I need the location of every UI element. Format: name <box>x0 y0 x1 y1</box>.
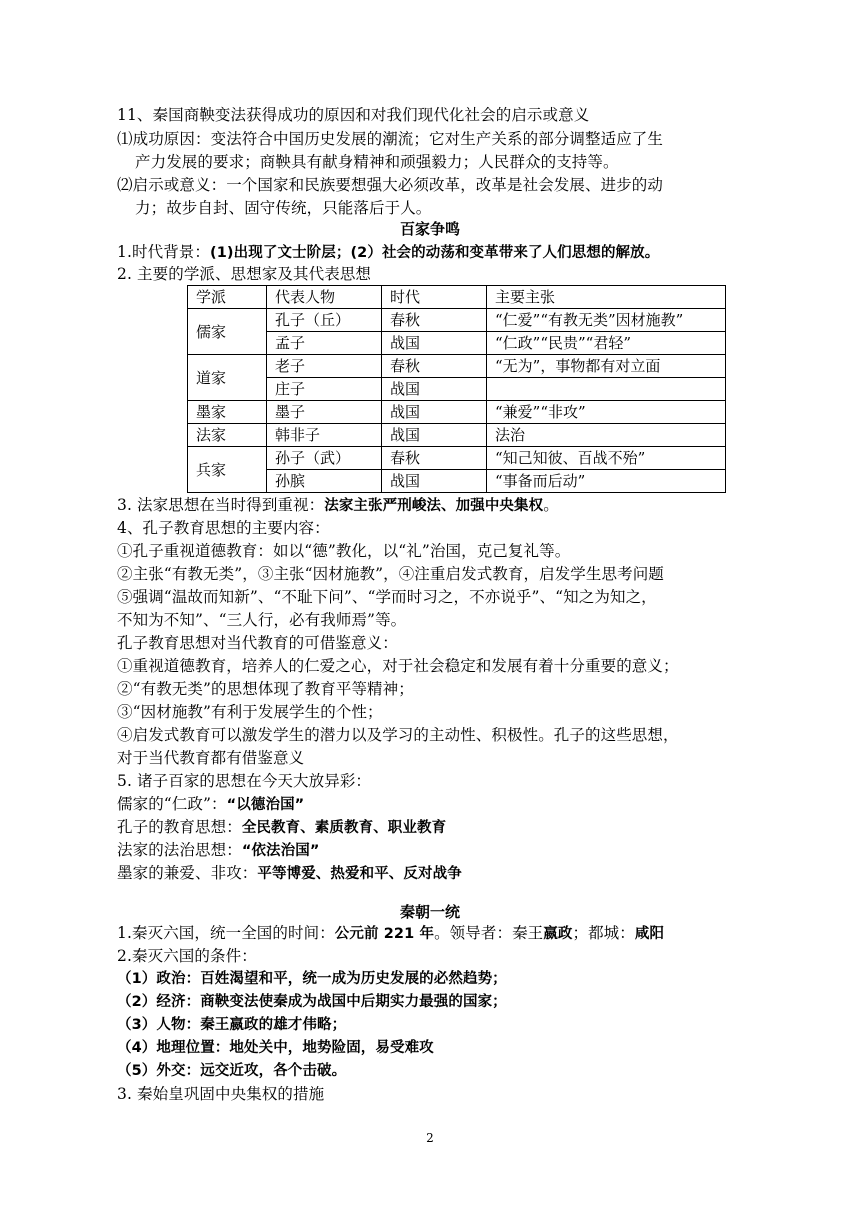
table-row <box>188 424 726 447</box>
condition-item: （2）经济：商鞅变法使秦成为战国中后期实力最强的国家； <box>117 994 507 1010</box>
unification-date: 公元前 221 年 <box>334 926 435 942</box>
table-header-row <box>188 286 726 309</box>
table-cell: “知己知彼、百战不殆” <box>487 447 726 470</box>
text-line: ③“因材施教”有利于发展学生的个性； <box>117 703 383 721</box>
unification-text: 1.秦灭六国，统一全国的时间： <box>117 924 335 942</box>
table-cell <box>487 378 726 401</box>
table-cell: 老子 <box>267 355 382 378</box>
table-row <box>188 378 726 401</box>
text-line: 5. 诸子百家的思想在今天大放异彩： <box>117 772 372 790</box>
modern-bold: “以德治国” <box>226 797 305 813</box>
table-cell: “仁政”“民贵”“君轻” <box>487 332 726 355</box>
table-cell-school: 墨家 <box>188 401 267 424</box>
condition-item: （4）地理位置：地处关中，地势险固，易受难攻 <box>117 1040 434 1056</box>
text-line: 2.秦灭六国的条件： <box>117 947 257 965</box>
table-cell: 战国 <box>382 332 487 355</box>
modern-line <box>117 862 462 885</box>
table-row <box>188 470 726 493</box>
condition-item: （3）人物：秦王嬴政的雄才伟略； <box>117 1017 347 1033</box>
table-cell: “仁爱”“有教无类”因材施教” <box>487 309 726 332</box>
text-line: ②主张“有教无类”，③主张“因材施教”，④注重启发式教育，启发学生思考问题 <box>117 565 664 583</box>
background-line <box>117 241 659 264</box>
schools-table <box>187 285 726 493</box>
text-line: 力；故步自封、固守传统，只能落后于人。 <box>135 199 432 217</box>
table-cell: 春秋 <box>382 309 487 332</box>
text-line: ⑤强调“温故而知新”、“不耻下问”、“学而时习之，不亦说乎”、“知之为知之， <box>117 588 657 606</box>
background-bold: (1)出现了文士阶层；(2）社会的动荡和变革带来了人们思想的解放。 <box>210 245 660 261</box>
text-line: ①孔子重视道德教育：如以“德”教化，以“礼”治国，克己复礼等。 <box>117 542 571 560</box>
table-cell: 战国 <box>382 378 487 401</box>
modern-prefix: 儒家的“仁政”： <box>117 795 227 813</box>
table-cell: 孙子（武） <box>267 447 382 470</box>
table-row <box>188 309 726 332</box>
modern-prefix: 墨家的兼爱、非攻： <box>117 864 258 882</box>
unification-text: ；都城： <box>572 924 635 942</box>
text-line: ①重视道德教育，培养人的仁爱之心，对于社会稳定和发展有着十分重要的意义； <box>117 657 679 675</box>
text-line: 不知为不知”、“三人行，必有我师焉”等。 <box>117 611 407 629</box>
table-cell: 战国 <box>382 470 487 493</box>
unification-leader: 嬴政 <box>543 926 573 942</box>
table-cell: “兼爱”“非攻” <box>487 401 726 424</box>
table-header: 时代 <box>382 286 487 309</box>
table-row <box>188 401 726 424</box>
modern-bold: 平等博爱、热爱和平、反对战争 <box>257 866 462 882</box>
table-cell: 法治 <box>487 424 726 447</box>
table-intro: 2. 主要的学派、思想家及其代表思想 <box>117 265 372 283</box>
legalism-suffix: 。 <box>543 496 559 514</box>
table-header: 代表人物 <box>267 286 382 309</box>
text-line: ⑴成功原因：变法符合中国历史发展的潮流；它对生产关系的部分调整适应了生 <box>117 130 664 148</box>
table-cell-school: 法家 <box>188 424 267 447</box>
text-line: ②“有教无类”的思想体现了教育平等精神； <box>117 680 414 698</box>
table-cell-school: 儒家 <box>188 309 267 355</box>
table-cell: 孟子 <box>267 332 382 355</box>
modern-prefix: 孔子的教育思想： <box>117 818 242 836</box>
table-header: 学派 <box>188 286 267 309</box>
text-line: 孔子教育思想对当代教育的可借鉴意义： <box>117 634 398 652</box>
table-cell: 孙膑 <box>267 470 382 493</box>
unification-capital: 咸阳 <box>634 926 665 942</box>
table-cell-school: 兵家 <box>188 447 267 493</box>
modern-line <box>117 816 446 839</box>
legalism-bold: 法家主张严刑峻法、加强中央集权 <box>324 498 544 514</box>
table-cell: 孔子（丘） <box>267 309 382 332</box>
unification-text: 。领导者：秦王 <box>434 924 544 942</box>
table-cell: 春秋 <box>382 447 487 470</box>
table-cell: 战国 <box>382 401 487 424</box>
table-row <box>188 447 726 470</box>
section-heading: 百家争鸣 <box>399 220 460 238</box>
table-cell: 战国 <box>382 424 487 447</box>
table-cell: 庄子 <box>267 378 382 401</box>
text-line: 产力发展的要求；商鞅具有献身精神和顽强毅力；人民群众的支持等。 <box>135 153 619 171</box>
background-prefix: 1.时代背景： <box>117 243 210 261</box>
modern-prefix: 法家的法治思想： <box>117 841 242 859</box>
legalism-prefix: 3. 法家思想在当时得到重视： <box>117 496 325 514</box>
text-line: ④启发式教育可以激发学生的潜力以及学习的主动性、积极性。孔子的这些思想， <box>117 726 679 744</box>
modern-bold: 全民教育、素质教育、职业教育 <box>241 820 447 836</box>
text-line: 4、孔子教育思想的主要内容： <box>117 519 330 537</box>
table-row <box>188 332 726 355</box>
table-cell-school: 道家 <box>188 355 267 401</box>
table-cell: 韩非子 <box>267 424 382 447</box>
unification-line <box>117 922 664 945</box>
table-row <box>188 355 726 378</box>
table-header: 主要主张 <box>487 286 726 309</box>
text-line: ⑵启示或意义：一个国家和民族要想强大必须改革，改革是社会发展、进步的动 <box>117 176 664 194</box>
condition-item: （1）政治：百姓渴望和平，统一成为历史发展的必然趋势； <box>117 971 507 987</box>
text-line: 3. 秦始皇巩固中央集权的措施 <box>117 1085 325 1103</box>
text-line: 对于当代教育都有借鉴意义 <box>117 749 305 767</box>
table-cell: “事备而后动” <box>487 470 726 493</box>
condition-item: （5）外交：远交近攻，各个击破。 <box>117 1063 347 1079</box>
text-line: 11、秦国商鞅变法获得成功的原因和对我们现代化社会的启示或意义 <box>117 106 590 124</box>
section-heading: 秦朝一统 <box>399 903 460 921</box>
table-cell: 春秋 <box>382 355 487 378</box>
table-cell: 墨子 <box>267 401 382 424</box>
modern-line <box>117 839 319 862</box>
table-cell: “无为”，事物都有对立面 <box>487 355 726 378</box>
legalism-line <box>117 494 559 517</box>
modern-bold: “依法治国” <box>241 843 320 859</box>
page-number: 2 <box>426 1131 434 1145</box>
modern-line <box>117 793 304 816</box>
